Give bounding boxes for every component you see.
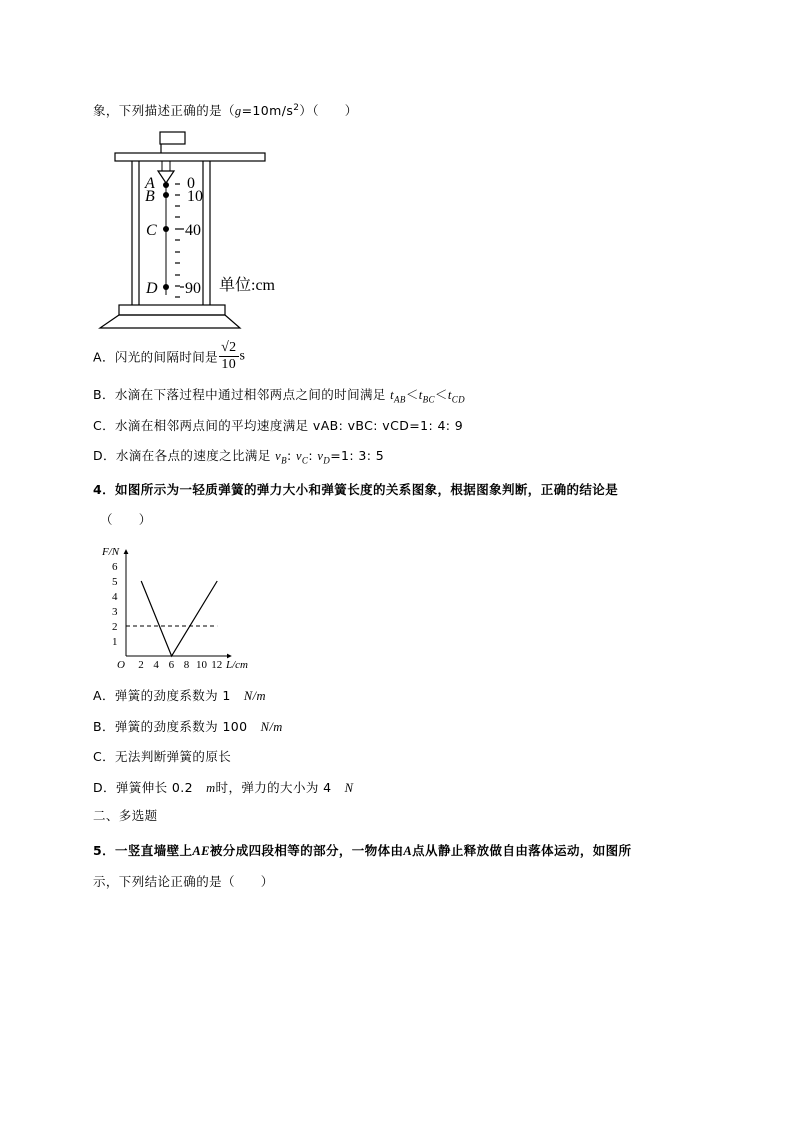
point-label-a: A	[145, 175, 155, 192]
y-tick-label: 3	[112, 606, 118, 618]
q5-line2: 示，下列结论正确的是（ ）	[93, 874, 274, 889]
x-tick-label: 12	[211, 659, 223, 671]
x-tick-label: 8	[183, 659, 190, 671]
y-tick-label: 6	[112, 561, 118, 573]
q3-option-d: D．水滴在各点的速度之比满足 $v_B$: $v_C$: $v_D=1$: 3: 5	[93, 448, 385, 466]
drop-a	[163, 182, 169, 188]
scale-value-90: 90	[185, 280, 201, 297]
scale-value-10: 10	[187, 188, 203, 205]
q3-option-c: C．水滴在相邻两点间的平均速度满足 vAB: vBC: vCD=1: 4: 9	[93, 418, 464, 433]
x-tick-label: 2	[138, 659, 144, 671]
q4-option-a: A．弹簧的劲度系数为 1 N/m	[93, 688, 266, 703]
x-tick-label: 4	[153, 659, 159, 671]
q4-paren: （ ）	[100, 512, 152, 527]
y-tick-label: 4	[112, 591, 118, 603]
drop-d	[163, 284, 169, 290]
drop-c	[163, 226, 169, 232]
section-title: 二、多选题	[93, 808, 158, 823]
q3-water-drop-apparatus	[95, 125, 295, 335]
y-axis-label: F/N	[102, 546, 120, 558]
y-tick-label: 5	[112, 576, 118, 588]
q4-stem: 4．如图所示为一轻质弹簧的弹力大小和弹簧长度的关系图象，根据图象判断，正确的结论是	[93, 482, 619, 497]
y-tick-label: 2	[112, 621, 118, 633]
point-label-d: D	[146, 280, 158, 297]
q4-force-length-chart	[102, 538, 258, 673]
x-tick-label: 6	[168, 659, 175, 671]
unit-label: 单位:cm	[219, 277, 275, 294]
force-length-line	[141, 581, 217, 656]
x-tick-label: 10	[196, 659, 207, 671]
q5-line1: 5．一竖直墙壁上AE被分成四段相等的部分，一物体由A点从静止释放做自由落体运动，如图所	[93, 843, 632, 858]
q3-option-a: A．闪光的间隔时间是 $\frac{√2}{10}$ s	[93, 340, 246, 372]
q3-option-b: B．水滴在下落过程中通过相邻两点之间的时间满足 $t_{AB}<t_{BC}<t_{CD}$	[93, 387, 466, 405]
q4-option-c: C．无法判断弹簧的原长	[93, 749, 232, 764]
point-label-c: C	[146, 222, 157, 239]
q4-option-b: B．弹簧的劲度系数为 100 N/m	[93, 719, 283, 734]
y-tick-label: 1	[112, 636, 118, 648]
fraction: $\frac{√2}{10}$	[221, 340, 237, 372]
q3-stem: 象，下列描述正确的是$(g=10m/s^2)$（ ）	[93, 102, 358, 118]
point-label-b: B	[145, 188, 155, 205]
scale-value-0: 0	[187, 175, 195, 192]
origin-label: O	[117, 659, 125, 671]
q4-option-d: D．弹簧伸长 0.2 m时，弹力的大小为 4 N	[93, 780, 354, 795]
drop-b	[163, 192, 169, 198]
x-axis-label: L/cm	[226, 659, 248, 671]
scale-value-40: 40	[185, 222, 201, 239]
